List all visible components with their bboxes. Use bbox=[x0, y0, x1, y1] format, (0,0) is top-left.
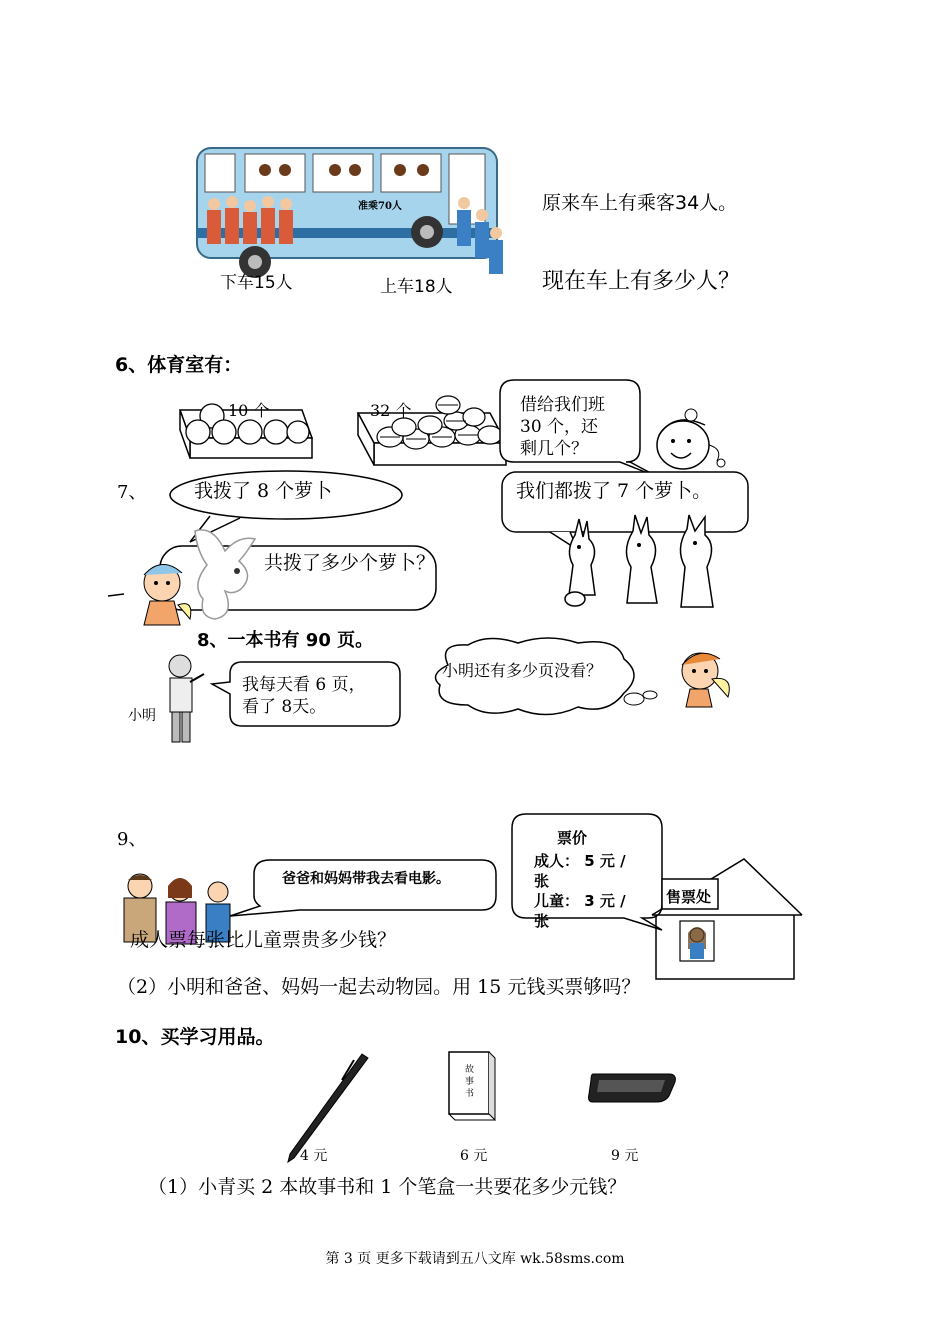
xiaoming-label: 小明 bbox=[128, 708, 156, 724]
ticket-booth-icon bbox=[640, 855, 810, 985]
price-title: 票价 bbox=[557, 829, 588, 847]
q8-title: 8、一本书有 90 页。 bbox=[197, 630, 374, 651]
q8-thought-text: 小明还有多少页没看？ bbox=[442, 661, 603, 680]
price-book: 6 元 bbox=[460, 1148, 488, 1164]
price-adult: 成人： 5 元 / bbox=[534, 852, 626, 870]
q7-bubble2-text: 我们都拨了 7 个萝卜。 bbox=[516, 480, 712, 502]
bus-original-text: 原来车上有乘客34人。 bbox=[542, 192, 738, 214]
price-adult-unit: 张 bbox=[534, 872, 550, 890]
q8-bubble-line2: 看了 8天。 bbox=[242, 697, 327, 717]
q6-bubble-line3: 剩几个？ bbox=[520, 439, 588, 459]
q7-bubble3-text: 共拨了多少个萝卜？ bbox=[264, 552, 436, 574]
q6-title: 6、体育室有： bbox=[115, 354, 243, 376]
box1-count: 10 个 bbox=[228, 401, 270, 420]
three-rabbits-icon bbox=[555, 515, 725, 615]
book-char-1: 故 bbox=[465, 1065, 475, 1075]
q9-question1: 成人票每张比儿童票贵多少钱？ bbox=[130, 929, 397, 951]
q9-number: 9、 bbox=[117, 829, 147, 850]
q7-number: 7、 bbox=[117, 482, 147, 503]
box2-count: 32 个 bbox=[370, 401, 412, 420]
q9-question2: （2）小明和爸爸、妈妈一起去动物园。用 15 元钱买票够吗？ bbox=[117, 976, 641, 998]
girl-angel-icon bbox=[128, 555, 198, 635]
q6-bubble-line2: 30 个，还 bbox=[520, 417, 599, 437]
price-pen: 4 元 bbox=[300, 1148, 328, 1164]
booth-label: 售票处 bbox=[666, 888, 712, 906]
q8-bubble-line1: 我每天看 6 页， bbox=[242, 675, 366, 695]
q10-question1: （1）小青买 2 本故事书和 1 个笔盒一共要花多少元钱？ bbox=[148, 1176, 627, 1198]
bus-down-label: 下车15人 bbox=[220, 273, 293, 293]
q6-bubble-line1: 借给我们班 bbox=[520, 395, 605, 415]
girl-face-icon bbox=[645, 405, 735, 475]
q7-bubble1-text: 我拨了 8 个萝卜 bbox=[194, 480, 333, 502]
q9-bubble-text: 爸爸和妈妈带我去看电影。 bbox=[282, 871, 450, 887]
bus-sign: 准乘70人 bbox=[358, 201, 402, 212]
price-child: 儿童： 3 元 / bbox=[534, 892, 626, 910]
q10-title: 10、买学习用品。 bbox=[115, 1026, 275, 1048]
price-child-unit: 张 bbox=[534, 912, 550, 930]
bus-question: 现在车上有多少人？ bbox=[542, 269, 741, 294]
price-case: 9 元 bbox=[611, 1148, 639, 1164]
girl-angel-icon-2 bbox=[672, 645, 742, 715]
boy-xiaoming-icon bbox=[160, 652, 210, 752]
book-char-3: 书 bbox=[465, 1089, 475, 1099]
book-char-2: 事 bbox=[465, 1077, 475, 1087]
page-footer: 第 3 页 更多下载请到五八文库 wk.58sms.com bbox=[325, 1251, 625, 1267]
bus-up-label: 上车18人 bbox=[380, 277, 453, 297]
pencil-case-icon bbox=[585, 1068, 680, 1108]
